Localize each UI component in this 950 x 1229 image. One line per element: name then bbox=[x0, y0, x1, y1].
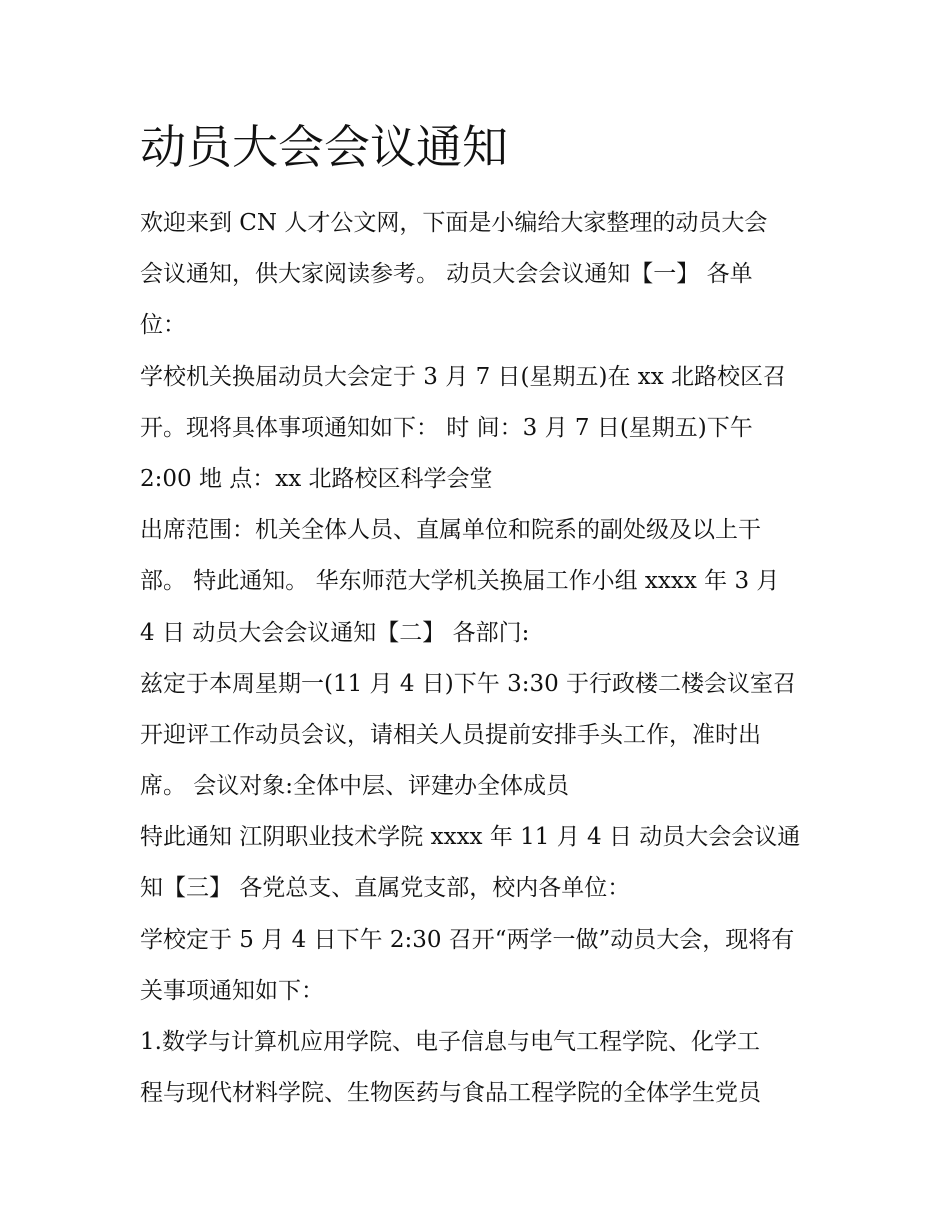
body-line: 出席范围：机关全体人员、直属单位和院系的副处级及以上干 bbox=[140, 517, 761, 544]
document-body bbox=[140, 198, 830, 1119]
body-line: 欢迎来到 CN 人才公文网，下面是小编给大家整理的动员大会 bbox=[140, 210, 768, 236]
body-line: 知【三】 各党总支、直属党支部，校内各单位： bbox=[140, 875, 631, 902]
body-line: 席。 会议对象:全体中层、评建办全体成员 bbox=[140, 773, 570, 800]
body-line: 1.数学与计算机应用学院、电子信息与电气工程学院、化学工 bbox=[140, 1029, 760, 1055]
body-line: 程与现代材料学院、生物医药与食品工程学院的全体学生党员 bbox=[140, 1080, 761, 1107]
body-line: 4 日 动员大会会议通知【二】 各部门: bbox=[140, 619, 530, 646]
body-line: 学校机关换届动员大会定于 3 月 7 日(星期五)在 xx 北路校区召 bbox=[140, 363, 787, 390]
body-line: 特此通知 江阴职业技术学院 xxxx 年 11 月 4 日 动员大会会议通 bbox=[140, 824, 801, 851]
body-line: 位： bbox=[140, 312, 186, 339]
body-line: 兹定于本周星期一(11 月 4 日)下午 3:30 于行政楼二楼会议室召 bbox=[140, 670, 797, 697]
body-line: 会议通知，供大家阅读参考。 动员大会会议通知【一】 各单 bbox=[140, 261, 753, 288]
body-line: 开。现将具体事项通知如下： 时 间：3 月 7 日(星期五)下午 bbox=[140, 414, 753, 441]
body-line: 开迎评工作动员会议，请相关人员提前安排手头工作，准时出 bbox=[140, 721, 761, 748]
document-title: 动员大会会议通知 bbox=[140, 120, 508, 174]
body-line: 部。 特此通知。 华东师范大学机关换届工作小组 xxxx 年 3 月 bbox=[140, 568, 780, 595]
body-line: 关事项通知如下： bbox=[140, 977, 324, 1004]
body-line: 学校定于 5 月 4 日下午 2:30 召开“两学一做”动员大会，现将有 bbox=[140, 926, 795, 953]
body-line: 2:00 地 点：xx 北路校区科学会堂 bbox=[140, 465, 493, 492]
